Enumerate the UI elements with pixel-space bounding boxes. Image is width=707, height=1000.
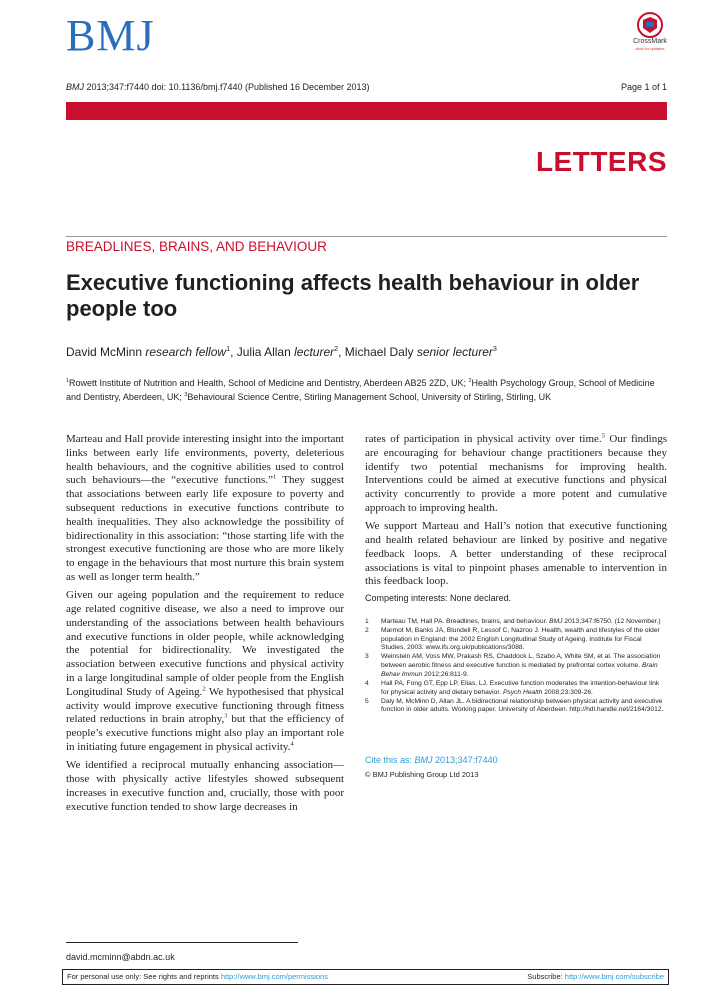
author-affil-sup: 3: [492, 344, 497, 353]
crossmark-sublabel: click for updates: [635, 46, 665, 51]
reference-list: [365, 618, 667, 715]
affil-text: Rowett Institute of Nutrition and Health, School of Medicine and Dentistry, Aberdeen AB25 2ZD, UK;: [69, 378, 469, 388]
competing-interests: Competing interests: None declared.: [365, 593, 512, 603]
body-paragraph: We support Marteau and Hall’s notion that executive functioning and health related behaviour are linked by positive and negative feedback loops. A better understanding of these reciprocal associations is vital to pinpoint phases amenable to intervention in this feedback loop.: [365, 520, 667, 588]
crossmark-badge[interactable]: [630, 12, 670, 52]
body-column-left: [66, 433, 344, 819]
body-paragraph: We identified a reciprocal mutually enhancing association—those with physically active lifestyles showed subsequent increases in executive function and, crucially, those with poor executive function tended to show large decreases in: [66, 759, 344, 813]
footer-rights: For personal use only: See rights and reprints http://www.bmj.com/permissions: [67, 972, 328, 981]
subscribe-link[interactable]: http://www.bmj.com/subscribe: [564, 972, 664, 981]
author-role: lecturer: [294, 345, 335, 359]
author-separator: ,: [338, 345, 345, 359]
author-role: research fellow: [145, 345, 227, 359]
body-paragraph: Marteau and Hall provide interesting insight into the important links between early life environments, poverty, deleterious health behaviours, and the cognitive abilities used to control such behaviours—the “executive functions.”$^1$ They suggest that associations between early life exposure to poverty and subsequent reductions in executive functions contribute to health inequalities. They also acknowledge the possibility of bidirectionality in this association: “those starting life with the strongest executive functioning are those who are more likely to engage in the behaviours that most nurture this brain system as well as longer term health.”: [66, 433, 344, 583]
body-column-right: [365, 433, 667, 594]
crossmark-icon: [637, 12, 663, 38]
author-affil-sup: 2: [334, 344, 339, 353]
header-bar: [66, 102, 667, 120]
article-title: Executive functioning affects health behaviour in older people too: [66, 270, 640, 321]
body-paragraph: rates of participation in physical activity over time.$^5$ Our findings are encouraging for behaviour change practitioners because they identify two potential mechanisms for improving health. Interventions could be aimed at executive functions and physical activity concurrently to provide a more potent and cumulative approach to improving health.: [365, 432, 667, 514]
author-name: Julia Allan: [236, 345, 295, 359]
crossmark-label: CrossMark: [633, 38, 667, 45]
author-name: Michael Daly: [344, 345, 417, 359]
affiliations: [66, 376, 671, 404]
copyright-notice: © BMJ Publishing Group Ltd 2013: [365, 770, 479, 779]
affil-sup: 2: [468, 378, 472, 384]
affil-sup: 3: [184, 392, 188, 398]
author-name: David McMinn: [66, 345, 146, 359]
reference-item: 4 Hall PA, Fong GT, Epp LP, Elias, LJ. Executive function moderates the intention-behaviour link for physical activity and dietary behavior. Psych Health 2008;23:309-26.: [365, 679, 660, 696]
reference-item: 1 Marteau TM, Hall PA. Breadlines, brains, and behaviour. BMJ 2013;347:f6750. (12 November.): [365, 618, 661, 625]
affil-text: Behavioural Science Centre, Stirling Management School, University of Stirling, Stirling, UK: [187, 392, 552, 402]
affil-text: Health Psychology Group, School of Medicine and Dentistry, Aberdeen, UK;: [66, 378, 655, 402]
author-list: [66, 345, 497, 359]
footer-subscribe: Subscribe: http://www.bmj.com/subscribe: [527, 972, 664, 981]
author-role: senior lecturer: [416, 345, 493, 359]
reference-item: 3 Weinstein AM, Voss MW, Prakash RS, Chaddock L, Szabo A, White SM, et al. The association between aerobic fitness and executive function is mediated by prefrontal cortex volume. Brain Behav Immun 2012;26:811-9.: [365, 653, 661, 678]
cite-this-link[interactable]: Cite this as: BMJ 2013;347:f7440: [365, 755, 498, 765]
citation-line: [66, 82, 370, 92]
citation-text: 2013;347:f7440 doi: 10.1136/bmj.f7440 (Published 16 December 2013): [84, 82, 370, 92]
body-paragraph: Given our ageing population and the requirement to reduce age related cognitive disease, we also a need to improve our understanding of the associations between health behaviours and executive functions in older people, while acknowledging the potential for bidirectionality. We investigated the association between executive functions and physical activity in a large longitudinal sample of older people from the English Longitudinal Study of Ageing.$^2$ We hypothesised that physical activity would improve executive functioning through fitness related reductions in brain atrophy,$^3$ but that the efficiency of people’s executive functions might also play an important role in initiating future engagement in physical activity.$^4$: [66, 589, 344, 754]
bmj-logo: BMJ: [66, 11, 155, 60]
section-divider: [66, 236, 667, 237]
reference-item: 5 Daly M, McMinn D, Allan JL. A bidirectional relationship between physical activity and executive function in older adults. Working paper. University of Aberdeen. http://hdl.handle.net/2164/3012.: [365, 697, 664, 714]
page-number: Page 1 of 1: [620, 82, 667, 92]
affil-sup: 1: [66, 378, 69, 384]
reference-item: 2 Marmot M, Banks JA, Blundell R, Lessof C, Nazroo J. Health, wealth and lifestyles of the older population in England: the 2002 English Longitudinal Study of Ageing. Institute for Fiscal Studies, 2003. www.ifs.org.uk/publications/3088.: [365, 627, 660, 652]
article-kicker: BREADLINES, BRAINS, AND BEHAVIOUR: [66, 239, 327, 254]
section-title: LETTERS: [535, 146, 667, 177]
author-affil-sup: 1: [226, 344, 231, 353]
footnote-divider: [66, 942, 298, 943]
permissions-link[interactable]: http://www.bmj.com/permissions: [220, 972, 328, 981]
journal-name: BMJ: [66, 82, 84, 92]
correspondence-email[interactable]: david.mcminn@abdn.ac.uk: [66, 952, 175, 962]
footer-bar: [62, 969, 669, 985]
author-separator: ,: [230, 345, 237, 359]
